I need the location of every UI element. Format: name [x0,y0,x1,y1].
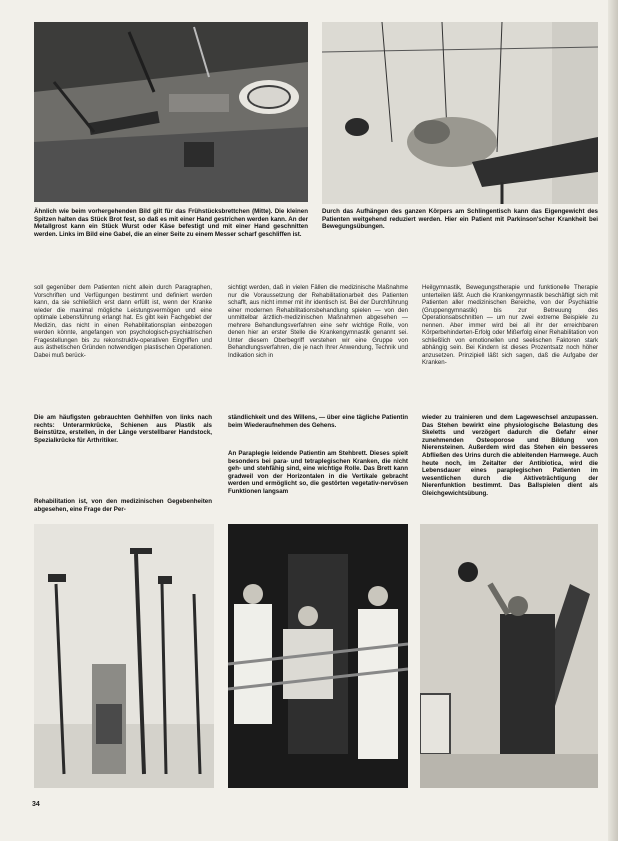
body-column-1: soll gegenüber dem Patienten nicht allein durch Paragraphen, Vorschriften und Verfügungen bestimmt und definiert werden kann, da sie schließlich erst dann erfüllt ist, wenn der Kranke wieder die maximal mögliche Leistungsvermögen und eine optimale Lebensführung erlangt hat. Es gibt kein Fachgebiet der Medizin, das nicht in einen Rehabilitationsplan einbezogen werden könnte, angefangen von psychologisch-psychiatrischen Fragestellungen bis zu rekonstruktiv-operativen Eingriffen und aus ästhetischen Gründen notwendigen plastischen Operationen. Dabei muß berück- [34,284,212,359]
photo-eating-aids [34,22,308,202]
body-column-3: Heilgymnastik, Bewegungstherapie und funktionelle Therapie unterteilen läßt. Auch die Krankengymnastik beschäftigt sich mit Patienten aller medizinischen Bereiche, von der Psychiatrie (Gruppengymnastik) bis zur Betreuung des Operationsabschnitten — um nur zwei extreme Beispiele zu nennen. Aber immer wird bei all ihr der erreichbaren Körperbehinderten-Erfolg oder Mißerfolg einer Rehabilitation von schließlich von emotionellen und seelischen Faktoren stark abhängig sein. Bei Kindern ist dieses Prozentsatz noch höher anzusetzen. Prinzipiell läßt sich sagen, daß die Aufgabe der Kranken- [422,284,598,367]
page-number: 34 [32,801,40,808]
body-column-2: sichtigt werden, daß in vielen Fällen die medizinische Maßnahme nur die Voraussetzung der Rehabilitationarbeit des Patienten schafft, aus nicht immer mit ihr identisch ist. Bei der Durchführung einer modernen Rehabilitationsbehandlung spielen — von den unmittelbar ärztlich-medizinischen Maßnahmen abgesehen — mehrere Behandlungsverfahren eine sehr wichtige Rolle, von denen hier an erster Stelle die Krankengymnastik genannt sei. Unter diesem Oberbegriff verstehen wir eine Gruppe von Behandlungsverfahren, die je nach Ihrer Anwendung, Technik und Indikation sich in [228,284,408,359]
body-column-2-mid: ständlichkeit und des Willens, — über eine tägliche Patientin beim Wiederaufnehmen des Gehens. [228,414,408,429]
photo-walking-aids [34,524,214,788]
caption-standing-board: An Paraplegie leidende Patientin am Stehbrett. Dieses spielt besonders bei para- und tetraplegischen Kranken, die nicht geh- und stehfähig sind, eine wichtige Rolle. Das Brett kann gradweil von der Horizontalen in die Vertikale gebracht werden und ermöglicht so, die gestörten vegetativ-nervösen Funktionen langsam [228,450,408,495]
photo-standing-board-walk [228,524,408,788]
caption-top-right: Durch das Aufhängen des ganzen Körpers am Schlingentisch kann das Eigengewicht des Patienten weitgehend reduziert werden. Hier ein Patient mit Parkinson'scher Krankheit bei Bewegungsübungen. [322,208,598,231]
photo-ball-exercise [420,524,598,788]
caption-walking-aids: Die am häufigsten gebrauchten Gehhilfen von links nach rechts: Unterarmkrücke, Schienen aus Plastik als Beinstütze, erstellen, in der Länge verstellbarer Handstock, Spezialkrücke für Arthritiker. [34,414,212,444]
body-column-3-mid: wieder zu trainieren und dem Lageweschsel anzupassen. Das Stehen bewirkt eine physiologische Belastung des Skeletts und verzögert dadurch die Gefahr einer zunehmenden Osteoporose und Bildung von Nierensteinen. Außerdem wird das Stehen ein besseres Abfließen des Urins durch die ableitenden Harnwege. Auch heute noch, im Zeitalter der Antibiotica, wird die Lebensdauer eines paraplegischen Patienten im wesentlichen durch die Aktiveträchtigung der Nierenfunktion bestimmt. Das Ballspielen dient als Gleichgewichtsübung. [422,414,598,497]
body-column-1-lower: Rehabilitation ist, von den medizinischen Gegebenheiten abgesehen, eine Frage der Per- [34,498,212,513]
page-gutter-shadow [608,0,618,841]
caption-top-left: Ähnlich wie beim vorhergehenden Bild gilt für das Frühstücksbrettchen (Mitte). Die kleinen Spitzen halten das Stück Brot fest, so daß es mit einer Hand gestrichen werden kann. An der Metallgrost kann ein Stück Wurst oder Käse befestigt und mit einer Hand geschnitten werden. Links im Bild eine Gabel, die an einer Seite zu einem Messer scharf geschliffen ist. [34,208,308,238]
photo-sling-table [322,22,598,204]
